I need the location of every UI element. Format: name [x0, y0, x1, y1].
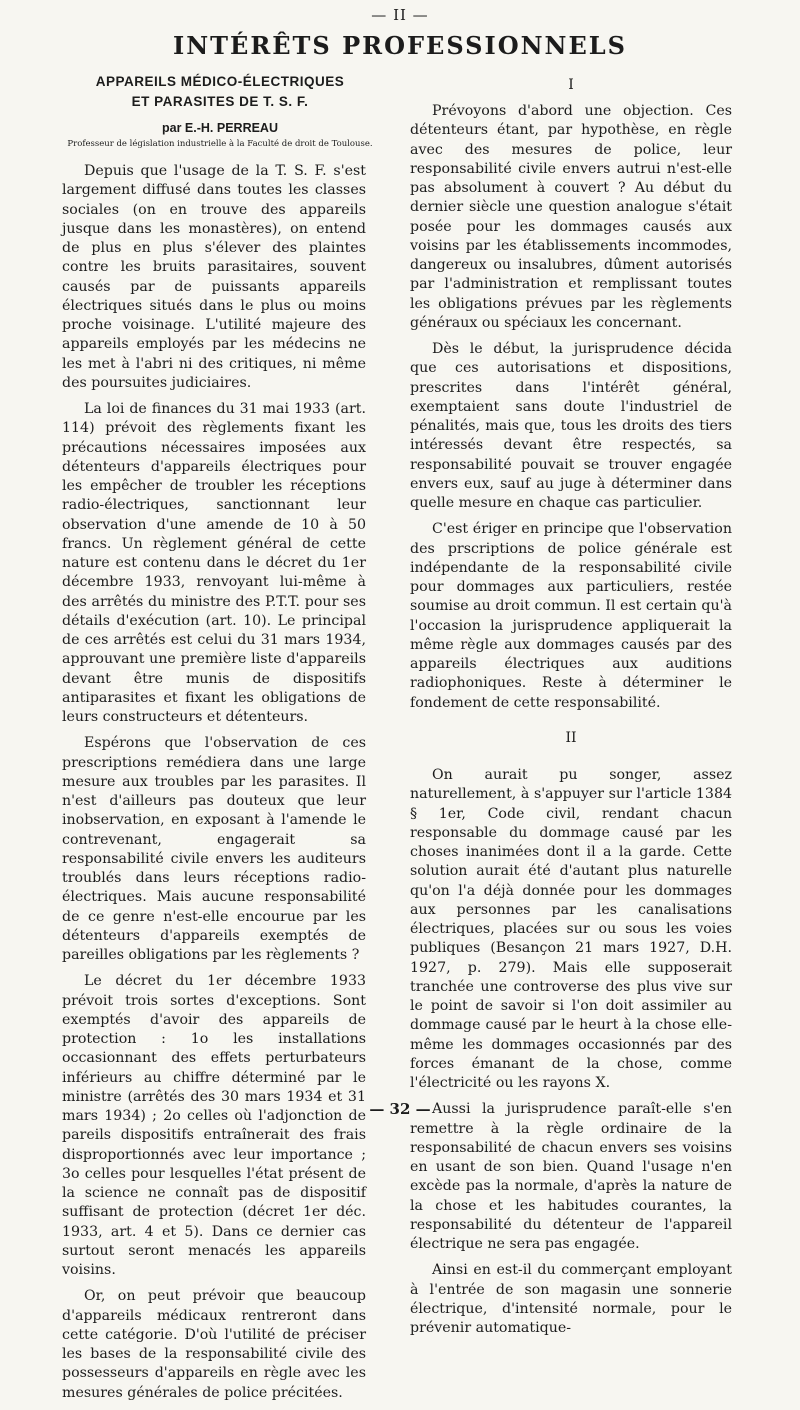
- author-affiliation: Professeur de législation industrielle à la Faculté de droit de Toulouse.: [67, 139, 373, 149]
- intro-paragraph-5: Or, on peut prévoir que beaucoup d'appareils médicaux rentreront dans cette catégorie. D'où l'utilité de préciser les bases de la responsabilité civile des possesseurs d'appareils en règle avec les mesures générales de police précitées.: [62, 1288, 366, 1401]
- section-2-paragraph-3: Ainsi en est-il du commerçant employant à l'entrée de son magasin une sonnerie électrique, d'intensité normale, pour le prévenir automatique-: [410, 1262, 732, 1336]
- section-2-heading: II: [565, 729, 577, 746]
- section-2-paragraph-1: On aurait pu songer, assez naturellement, à s'appuyer sur l'article 1384 § 1er, Code civil, rendant chacun responsable du dommage causé par les choses inanimées dont il a la garde. Cette solution aurait été d'autant plus naturelle qu'on l'a déjà donnée pour les dommages aux personnes par les canalisations électriques, placées sur ou sous les voies publiques (Besançon 21 mars 1927, D.H. 1927, p. 279). Mais elle supposerait tranchée une controverse des plus vive sur le point de savoir si l'on doit assimiler au dommage causé par le heurt à la chose elle-même les dommages occasionnés par des forces émanant de la chose, comme l'électricité ou les rayons X.: [410, 767, 732, 1091]
- section-1-paragraph-1: Prévoyons d'abord une objection. Ces détenteurs étant, par hypothèse, en règle avec des mesures de police, leur responsabilité civile envers autrui n'est-elle pas absolument à couvert ? Au début du dernier siècle une question analogue s'était posée pour les dommages causés aux voisins par les établissements incommodes, dangereux ou insalubres, dûment autorisés par l'administration et remplissant toutes les obligations prévues par les règlements généraux ou spéciaux les concernant.: [410, 103, 732, 331]
- section-2-paragraph-2: Aussi la jurisprudence paraît-elle s'en remettre à la règle ordinaire de la responsabilité de chacun envers ses voisins en usant de son bien. Quand l'usage n'en excède pas la normale, d'après la nature de la chose et les habitudes courantes, la responsabilité du détenteur de l'appareil électrique ne sera pas engagée.: [410, 1101, 732, 1252]
- left-column: [62, 162, 366, 1410]
- article-title-line-2: ET PARASITES DE T. S. F.: [131, 94, 309, 109]
- intro-paragraph-2: La loi de finances du 31 mai 1933 (art. 114) prévoit des règlements fixant les précautions nécessaires imposées aux détenteurs d'appareils électriques pour les empêcher de troubler les réceptions radio-électriques, sanctionnant leur observation d'une amende de 10 à 50 francs. Un règlement général de cette nature est contenu dans le décret du 1er décembre 1933, renvoyant lui-même à des arrêtés du ministre des P.T.T. pour ses détails d'exécution (art. 10). Le principal de ces arrêtés est celui du 31 mars 1934, approuvant une première liste d'appareils devant être munis de dispositifs antiparasites et fixant les obligations de leurs constructeurs et détenteurs.: [62, 401, 366, 725]
- page-top-number: — II —: [371, 6, 429, 24]
- article-title-line-1: APPAREILS MÉDICO-ÉLECTRIQUES: [95, 74, 345, 89]
- author-byline: par E.-H. PERREAU: [162, 121, 278, 135]
- section-title: INTÉRÊTS PROFESSIONNELS: [173, 31, 627, 60]
- article-title: [60, 72, 380, 112]
- right-column: [410, 102, 732, 1345]
- intro-paragraph-3: Espérons que l'observation de ces prescriptions remédiera dans une large mesure aux troubles par les parasites. Il n'est d'ailleurs pas douteux que leur inobservation, en exposant à l'amende le contrevenant, engagerait sa responsabilité civile envers les auditeurs troublés dans leurs réceptions radio-électriques. Mais aucune responsabilité de ce genre n'est-elle encourue par les détenteurs d'appareils exemptés de pareilles obligations par les règlements ?: [62, 735, 366, 963]
- section-1-paragraph-2: Dès le début, la jurisprudence décida que ces autorisations et dispositions, prescrites dans l'intérêt général, exemptaient sans doute l'industriel de pénalités, mais que, tous les droits des tiers intéressés devant être respectés, sa responsabilité pouvait se trouver engagée envers eux, sauf au juge à déterminer dans quelle mesure en chaque cas particulier.: [410, 341, 732, 511]
- intro-paragraph-4: Le décret du 1er décembre 1933 prévoit trois sortes d'exceptions. Sont exemptés d'avoir des appareils de protection : 1o les installations occasionnant des effets perturbateurs inférieurs au chiffre déterminé par le ministre (arrêtés des 30 mars 1934 et 31 mars 1934) ; 2o celles où l'adjonction de pareils dispositifs entraînerait des frais disproportionnés avec leur importance ; 3o celles pour lesquelles l'état présent de la science ne connaît pas de dispositif suffisant de protection (décret 1er déc. 1933, art. 4 et 5). Dans ce dernier cas surtout seront menacés les appareils voisins.: [62, 973, 366, 1278]
- section-1-paragraph-3: C'est ériger en principe que l'observation des prscriptions de police générale est indépendante de la responsabilité civile pour dommages aux particuliers, restée soumise au droit commun. Il est certain qu'à l'occasion la jurisprudence appliquerait la même règle aux dommages causés par des appareils électriques aux auditions radiophoniques. Reste à déterminer le fondement de cette responsabilité.: [410, 521, 732, 711]
- intro-paragraph-1: Depuis que l'usage de la T. S. F. s'est largement diffusé dans toutes les classes sociales (on en trouve des appareils jusque dans les monastères), on entend de plus en plus s'élever des plaintes contre les bruits parasitaires, souvent causés par de puissants appareils électriques situés dans le plus ou moins proche voisinage. L'utilité majeure des appareils employés par les médecins ne les met à l'abri ni des critiques, ni même des poursuites judiciaires.: [62, 163, 366, 391]
- page-number: — 32 —: [369, 1100, 431, 1118]
- section-1-heading: I: [568, 77, 574, 93]
